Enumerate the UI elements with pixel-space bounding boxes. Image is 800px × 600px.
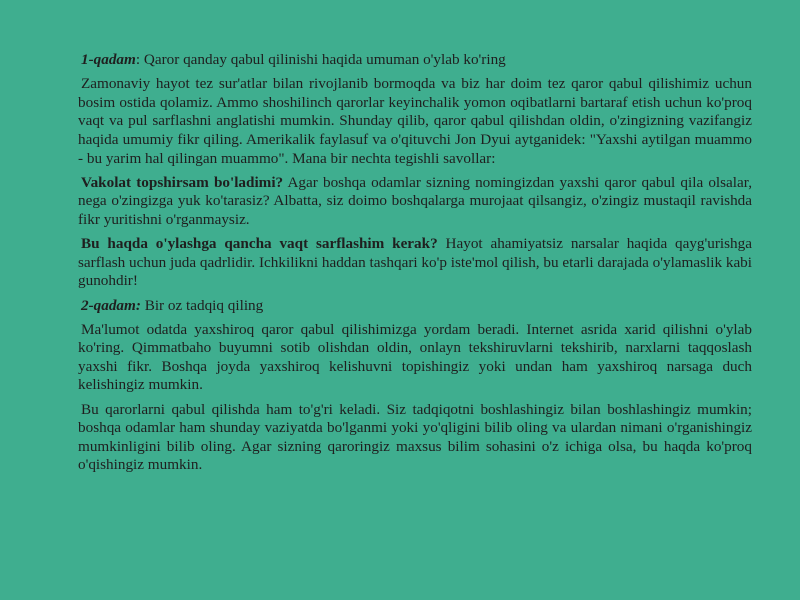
- paragraph-delegation: [78, 174, 752, 230]
- paragraph-time: [78, 235, 752, 291]
- step-2-label: 2-qadam:: [81, 296, 141, 314]
- step-2-heading: [78, 297, 752, 316]
- step-1-label: 1-qadam: [81, 51, 136, 68]
- delegation-question: Vakolat topshirsam bo'ladimi?: [81, 173, 284, 191]
- paragraph-information: Ma'lumot odatda yaxshiroq qaror qabul qilishimizga yordam beradi. Internet asrida xarid qilishni o'ylab ko'ring. Qimmatbaho buyumni sotib olishdan oldin, onlayn tekshiruvlarni tekshirib, narxlarni taqqoslash yaxshi fikr. Boshqa joyda yaxshiroq kelishuvni topishingiz yoki undan ham yaxshiroq narsaga duch kelishingiz mumkin.: [78, 320, 752, 394]
- step-1-title: Qaror qanday qabul qilinishi haqida umuman o'ylab ko'ring: [140, 51, 506, 68]
- step-1-heading: [78, 51, 752, 70]
- step-2-title: Bir oz tadqiq qiling: [140, 296, 264, 314]
- paragraph-research: Bu qarorlarni qabul qilishda ham to'g'ri keladi. Siz tadqiqotni boshlashingiz bilan boshlashingiz mumkin; boshqa odamlar ham shunday vaziyatda bo'lganmi yoki yo'qligini bilib oling va ulardan nimani o'rganishingiz mumkinligini bilib oling. Agar sizning qaroringiz maxsus bilim sohasini o'z ichiga olsa, bu haqda ko'proq o'qishingiz mumkin.: [78, 400, 752, 474]
- step-1-label-suffix: :: [135, 51, 141, 68]
- time-question: Bu haqda o'ylashga qancha vaqt sarflashim kerak?: [81, 235, 438, 253]
- delegation-text: Agar boshqa odamlar sizning nomingizdan yaxshi qaror qabul qila olsalar, nega o'zingizga yuk ko'tarasiz? Albatta, siz doimo boshqalarga murojaat qilsangiz, o'zingiz mustaqil ravishda fikr yuritishni o'rganmaysiz.: [78, 173, 752, 228]
- document-page: [78, 51, 752, 481]
- paragraph-intro: Zamonaviy hayot tez sur'atlar bilan rivojlanib bormoqda va biz har doim tez qaror qabul qilishimiz uchun bosim ostida qolamiz. Ammo shoshilinch qarorlar keyinchalik yomon oqibatlarni bartaraf etish uchun ko'proq vaqt va pul sarflashni anglatishi mumkin. Shunday qilib, qaror qabul qilishdan oldin, o'zingizning vazifangiz haqida umumiy fikr qiling. Amerikalik faylasuf va o'qituvchi Jon Dyui aytganidek: "Yaxshi aytilgan muammo - bu yarim hal qilingan muammo". Mana bir nechta tegishli savollar:: [78, 75, 752, 167]
- time-text: Hayot ahamiyatsiz narsalar haqida qayg'urishga sarflash uchun juda qadrlidir. Ichkilikni haddan tashqari ko'p iste'mol qilish, bu etarli darajada o'ylamaslik kabi gunohdir!: [78, 235, 752, 290]
